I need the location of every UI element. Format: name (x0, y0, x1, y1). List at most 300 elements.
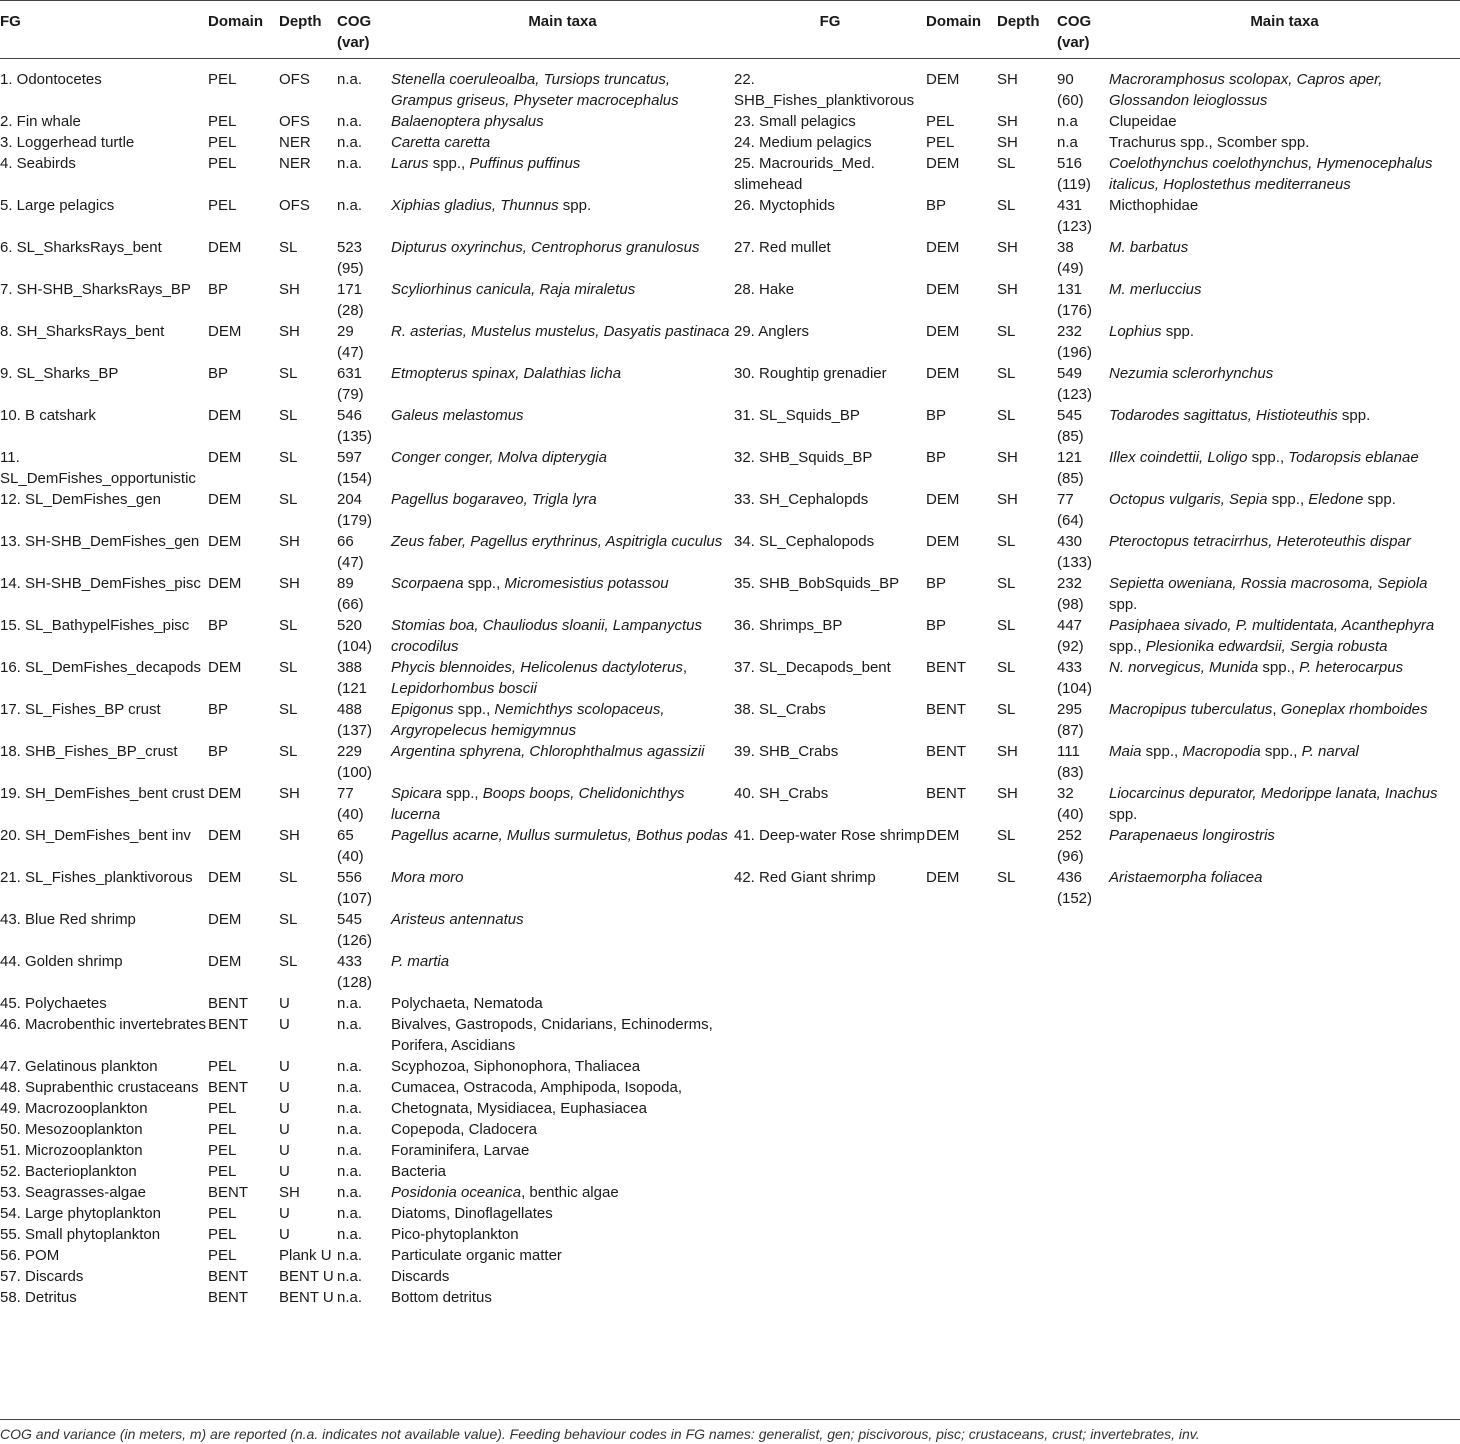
cog-value: n.a. (337, 995, 363, 1012)
cog-value: 65 (337, 827, 354, 844)
depth-cell-l: SL (279, 617, 298, 634)
taxa-cell-l: Mora moro (391, 869, 464, 886)
cog-cell-r (1057, 1119, 1109, 1140)
domain-cell-r: DEM (926, 491, 960, 508)
taxa-cell-l: Copepoda, Cladocera (391, 1121, 537, 1138)
cog-cell-r (1057, 1056, 1109, 1077)
taxa-cell-r: Todarodes sagittatus, Histioteuthis spp. (1109, 407, 1371, 424)
taxa-cell-r: Aristaemorpha foliacea (1109, 869, 1263, 886)
depth-cell-l: SH (279, 827, 300, 844)
taxa-cell-r: M. barbatus (1109, 239, 1189, 256)
fg-cell-r (734, 1287, 926, 1308)
cog-cell-r (1057, 59, 1109, 112)
taxa-cell-r: Macroramphosus scolopax, Capros aper, Glossandon leioglossus (1109, 71, 1383, 109)
cog-variance: (152) (1057, 890, 1093, 907)
domain-cell-l: DEM (208, 785, 242, 802)
cog-cell-l (337, 111, 391, 132)
cog-value: 447 (1057, 617, 1083, 634)
fg-cell-r (734, 1245, 926, 1266)
cog-value: 295 (1057, 701, 1083, 718)
fg-cell-r: 25. Macrourids_Med. slimehead (734, 155, 875, 193)
taxa-cell-l: Diatoms, Dinoflagellates (391, 1205, 553, 1222)
depth-cell-r (997, 1056, 1057, 1077)
taxa-cell-r (1109, 909, 1460, 951)
domain-cell-r: DEM (926, 71, 960, 88)
fg-cell-r: 37. SL_Decapods_bent (734, 659, 891, 676)
fg-cell-l: 19. SH_DemFishes_bent crust (0, 785, 205, 802)
domain-cell-r (926, 993, 997, 1014)
depth-cell-l: SH (279, 281, 300, 298)
cog-cell-l (337, 699, 391, 741)
header-main-taxa: Main taxa (528, 13, 597, 30)
table-row (0, 573, 1460, 615)
domain-cell-r (926, 1287, 997, 1308)
depth-cell-r (997, 1203, 1057, 1224)
cog-cell-r (1057, 1140, 1109, 1161)
cog-variance: (126) (337, 932, 373, 949)
taxa-cell-l: Argentina sphyrena, Chlorophthalmus agassizii (391, 743, 705, 760)
depth-cell-l: U (279, 1142, 290, 1159)
cog-cell-r (1057, 909, 1109, 951)
taxa-cell-r (1109, 1161, 1460, 1182)
cog-cell-r (1057, 1266, 1109, 1287)
domain-cell-l: BENT (208, 1289, 249, 1306)
fg-cell-l: 18. SHB_Fishes_BP_crust (0, 743, 178, 760)
domain-cell-r (926, 1056, 997, 1077)
cog-variance: (154) (337, 470, 373, 487)
cog-variance: (40) (1057, 806, 1084, 823)
fg-cell-l: 15. SL_BathypelFishes_pisc (0, 617, 190, 634)
fg-cell-l: 7. SH-SHB_SharksRays_BP (0, 281, 191, 298)
table-row (0, 1161, 1460, 1182)
depth-cell-r: SL (997, 575, 1016, 592)
depth-cell-l: SL (279, 911, 298, 928)
domain-cell-l: BP (208, 743, 229, 760)
cog-cell-r (1057, 1014, 1109, 1056)
domain-cell-r (926, 909, 997, 951)
cog-value: 433 (1057, 659, 1083, 676)
domain-cell-l: DEM (208, 239, 242, 256)
depth-cell-l: U (279, 1226, 290, 1243)
domain-cell-r (926, 1119, 997, 1140)
cog-cell-r (1057, 489, 1109, 531)
cog-cell-l (337, 363, 391, 405)
cog-cell-l (337, 825, 391, 867)
fg-cell-r: 24. Medium pelagics (734, 134, 872, 151)
fg-cell-l: 17. SL_Fishes_BP crust (0, 701, 161, 718)
header-depth-2: Depth (997, 13, 1040, 30)
domain-cell-l: BENT (208, 1079, 249, 1096)
depth-cell-r: SH (997, 743, 1018, 760)
domain-cell-l: DEM (208, 827, 242, 844)
cog-value: 89 (337, 575, 354, 592)
taxa-cell-r: Sepietta oweniana, Rossia macrosoma, Sepiola spp. (1109, 575, 1428, 613)
domain-cell-l: DEM (208, 869, 242, 886)
cog-cell-l (337, 279, 391, 321)
cog-cell-r (1057, 1161, 1109, 1182)
cog-cell-l (337, 741, 391, 783)
cog-cell-l (337, 615, 391, 657)
cog-variance: (47) (337, 554, 364, 571)
taxa-cell-l: Polychaeta, Nematoda (391, 995, 543, 1012)
domain-cell-l: BENT (208, 1016, 249, 1033)
taxa-cell-l: Larus spp., Puffinus puffinus (391, 155, 581, 172)
fg-cell-r (734, 1203, 926, 1224)
cog-value: 597 (337, 449, 363, 466)
fg-cell-l: 55. Small phytoplankton (0, 1226, 161, 1243)
depth-cell-l: SL (279, 953, 298, 970)
cog-variance: (79) (337, 386, 364, 403)
depth-cell-l: U (279, 1205, 290, 1222)
taxa-cell-r: Maia spp., Macropodia spp., P. narval (1109, 743, 1359, 760)
fg-cell-l: 50. Mesozooplankton (0, 1121, 143, 1138)
cog-variance: (87) (1057, 722, 1084, 739)
fg-cell-r (734, 1140, 926, 1161)
depth-cell-l: U (279, 1121, 290, 1138)
cog-cell-r (1057, 699, 1109, 741)
taxa-cell-r (1109, 1287, 1460, 1308)
depth-cell-l: OFS (279, 71, 310, 88)
fg-cell-r: 31. SL_Squids_BP (734, 407, 860, 424)
cog-cell-r (1057, 237, 1109, 279)
taxa-cell-r (1109, 993, 1460, 1014)
taxa-cell-l: Scorpaena spp., Micromesistius potassou (391, 575, 669, 592)
cog-cell-l (337, 1161, 391, 1182)
cog-value: 90 (1057, 71, 1074, 88)
cog-value: 131 (1057, 281, 1083, 298)
fg-cell-l: 51. Microzooplankton (0, 1142, 143, 1159)
domain-cell-l: DEM (208, 407, 242, 424)
depth-cell-r (997, 1014, 1057, 1056)
cog-value: n.a. (337, 1163, 363, 1180)
cog-variance: (85) (1057, 470, 1084, 487)
domain-cell-r: BENT (926, 743, 967, 760)
depth-cell-r (997, 1119, 1057, 1140)
taxa-cell-r (1109, 1056, 1460, 1077)
cog-cell-l (337, 1077, 391, 1098)
domain-cell-l: DEM (208, 491, 242, 508)
depth-cell-r: SH (997, 281, 1018, 298)
taxa-cell-r (1109, 1245, 1460, 1266)
fg-cell-r (734, 1056, 926, 1077)
domain-cell-l: PEL (208, 1226, 237, 1243)
taxa-cell-r: M. merluccius (1109, 281, 1202, 298)
cog-cell-r (1057, 321, 1109, 363)
cog-variance: (40) (337, 806, 364, 823)
cog-cell-r (1057, 573, 1109, 615)
depth-cell-l: SL (279, 701, 298, 718)
cog-value: 171 (337, 281, 363, 298)
table-body (0, 59, 1460, 1309)
header-fg: FG (0, 13, 21, 30)
cog-variance: (92) (1057, 638, 1084, 655)
cog-variance: (123) (1057, 218, 1093, 235)
table-row (0, 447, 1460, 489)
fg-cell-r: 38. SL_Crabs (734, 701, 826, 718)
fg-cell-r: 23. Small pelagics (734, 113, 856, 130)
cog-value: 38 (1057, 239, 1074, 256)
taxa-cell-l: Chetognata, Mysidiacea, Euphasiacea (391, 1100, 647, 1117)
taxa-cell-r: N. norvegicus, Munida spp., P. heterocarpus (1109, 659, 1404, 676)
cog-cell-l (337, 1119, 391, 1140)
taxa-cell-l: Aristeus antennatus (391, 911, 524, 928)
domain-cell-l: DEM (208, 323, 242, 340)
fg-cell-r (734, 1224, 926, 1245)
fg-cell-l: 45. Polychaetes (0, 995, 107, 1012)
domain-cell-l: BENT (208, 1184, 249, 1201)
cog-value: 232 (1057, 323, 1083, 340)
cog-variance: (176) (1057, 302, 1093, 319)
fg-cell-r (734, 1266, 926, 1287)
cog-cell-r (1057, 657, 1109, 699)
cog-variance: (40) (337, 848, 364, 865)
cog-cell-r (1057, 1182, 1109, 1203)
cog-cell-r (1057, 195, 1109, 237)
cog-value: 111 (1057, 743, 1080, 760)
cog-cell-l (337, 909, 391, 951)
fg-cell-r (734, 1014, 926, 1056)
cog-variance: (64) (1057, 512, 1084, 529)
cog-cell-r (1057, 531, 1109, 573)
fg-cell-r: 34. SL_Cephalopods (734, 533, 875, 550)
fg-cell-r (734, 1161, 926, 1182)
cog-cell-r (1057, 153, 1109, 195)
domain-cell-r: BP (926, 617, 947, 634)
header-depth: Depth (279, 13, 322, 30)
fg-cell-l: 13. SH-SHB_DemFishes_gen (0, 533, 200, 550)
taxa-cell-r: Trachurus spp., Scomber spp. (1109, 134, 1310, 151)
cog-cell-l (337, 321, 391, 363)
taxa-cell-r (1109, 1140, 1460, 1161)
cog-cell-l (337, 59, 391, 112)
cog-value: 29 (337, 323, 354, 340)
cog-cell-l (337, 153, 391, 195)
cog-cell-r (1057, 111, 1109, 132)
cog-value: n.a. (337, 1247, 363, 1264)
header-domain: Domain (208, 13, 264, 30)
domain-cell-r: DEM (926, 827, 960, 844)
table-row (0, 1119, 1460, 1140)
table-row (0, 1077, 1460, 1098)
cog-cell-l (337, 1245, 391, 1266)
cog-value: 32 (1057, 785, 1074, 802)
fg-cell-l: 46. Macrobenthic invertebrates (0, 1016, 206, 1033)
cog-cell-r (1057, 615, 1109, 657)
taxa-cell-r: Parapenaeus longirostris (1109, 827, 1275, 844)
cog-variance: (28) (337, 302, 364, 319)
depth-cell-l: U (279, 1016, 290, 1033)
cog-cell-r (1057, 1077, 1109, 1098)
cog-value: n.a. (337, 1121, 363, 1138)
domain-cell-l: BENT (208, 995, 249, 1012)
fg-cell-r: 39. SHB_Crabs (734, 743, 839, 760)
cog-value: 436 (1057, 869, 1083, 886)
cog-value: 549 (1057, 365, 1083, 382)
fg-cell-l: 1. Odontocetes (0, 71, 102, 88)
cog-cell-r (1057, 783, 1109, 825)
domain-cell-r: DEM (926, 155, 960, 172)
fg-cell-r: 29. Anglers (734, 323, 810, 340)
fg-cell-l: 9. SL_Sharks_BP (0, 365, 119, 382)
cog-value: n.a. (337, 1142, 363, 1159)
table-row (0, 825, 1460, 867)
cog-cell-l (337, 867, 391, 909)
table-row (0, 1245, 1460, 1266)
cog-value: 204 (337, 491, 363, 508)
fg-cell-r (734, 1098, 926, 1119)
table-row (0, 699, 1460, 741)
domain-cell-r (926, 1245, 997, 1266)
taxa-cell-l: Epigonus spp., Nemichthys scolopaceus, Argyropelecus hemigymnus (391, 701, 665, 739)
fg-cell-r: 32. SHB_Squids_BP (734, 449, 873, 466)
domain-cell-r (926, 1161, 997, 1182)
fg-cell-l: 21. SL_Fishes_planktivorous (0, 869, 193, 886)
depth-cell-l: BENT U (279, 1268, 334, 1285)
fg-cell-r: 27. Red mullet (734, 239, 831, 256)
fg-cell-l: 52. Bacterioplankton (0, 1163, 137, 1180)
fg-cell-l: 54. Large phytoplankton (0, 1205, 161, 1222)
domain-cell-l: PEL (208, 197, 237, 214)
cog-variance: (128) (337, 974, 373, 991)
cog-cell-l (337, 447, 391, 489)
taxa-cell-l: Balaenoptera physalus (391, 113, 544, 130)
cog-value: n.a (1057, 113, 1078, 130)
taxa-cell-l: Scyphozoa, Siphonophora, Thaliacea (391, 1058, 641, 1075)
cog-value: 431 (1057, 197, 1083, 214)
taxa-cell-l: Zeus faber, Pagellus erythrinus, Aspitrigla cuculus (391, 533, 723, 550)
cog-variance: (196) (1057, 344, 1093, 361)
cog-cell-l (337, 531, 391, 573)
depth-cell-l: SH (279, 533, 300, 550)
taxa-cell-r (1109, 1266, 1460, 1287)
cog-value: 520 (337, 617, 363, 634)
cog-cell-l (337, 1140, 391, 1161)
cog-value: n.a. (337, 71, 363, 88)
taxa-cell-r: Lophius spp. (1109, 323, 1195, 340)
fg-cell-r: 22. SHB_Fishes_planktivorous (734, 71, 915, 109)
cog-cell-r (1057, 1098, 1109, 1119)
depth-cell-l: OFS (279, 113, 310, 130)
cog-value: n.a. (337, 155, 363, 172)
fg-cell-l: 5. Large pelagics (0, 197, 115, 214)
depth-cell-r (997, 1161, 1057, 1182)
taxa-cell-r (1109, 1014, 1460, 1056)
cog-value: n.a. (337, 1100, 363, 1117)
domain-cell-r: DEM (926, 281, 960, 298)
fg-cell-r: 30. Roughtip grenadier (734, 365, 887, 382)
domain-cell-r (926, 1098, 997, 1119)
domain-cell-l: PEL (208, 113, 237, 130)
domain-cell-r: BP (926, 575, 947, 592)
depth-cell-l: SL (279, 743, 298, 760)
depth-cell-r: SL (997, 827, 1016, 844)
taxa-cell-l: Scyliorhinus canicula, Raja miraletus (391, 281, 636, 298)
fg-cell-l: 43. Blue Red shrimp (0, 911, 136, 928)
depth-cell-r (997, 1140, 1057, 1161)
cog-value: 546 (337, 407, 363, 424)
cog-cell-r (1057, 363, 1109, 405)
fg-cell-l: 48. Suprabenthic crustaceans (0, 1079, 199, 1096)
depth-cell-r: SL (997, 869, 1016, 886)
cog-cell-l (337, 783, 391, 825)
fg-cell-r: 26. Myctophids (734, 197, 835, 214)
cog-variance: (135) (337, 428, 373, 445)
cog-cell-l (337, 1056, 391, 1077)
depth-cell-r: SL (997, 323, 1016, 340)
depth-cell-l: SL (279, 239, 298, 256)
taxa-cell-r: Illex coindettii, Loligo spp., Todaropsis eblanae (1109, 449, 1419, 466)
cog-value: 430 (1057, 533, 1083, 550)
domain-cell-l: PEL (208, 1121, 237, 1138)
cog-value: n.a. (337, 1205, 363, 1222)
depth-cell-r (997, 1077, 1057, 1098)
taxa-cell-r (1109, 1098, 1460, 1119)
domain-cell-r: PEL (926, 134, 955, 151)
domain-cell-r: BP (926, 197, 947, 214)
depth-cell-r: SH (997, 134, 1018, 151)
fg-cell-l: 11. SL_DemFishes_opportunistic (0, 449, 196, 487)
cog-variance: (49) (1057, 260, 1084, 277)
cog-value: n.a. (337, 197, 363, 214)
domain-cell-l: DEM (208, 659, 242, 676)
fg-cell-l: 6. SL_SharksRays_bent (0, 239, 162, 256)
depth-cell-r (997, 993, 1057, 1014)
cog-cell-r (1057, 1203, 1109, 1224)
domain-cell-l: DEM (208, 575, 242, 592)
cog-cell-r (1057, 1287, 1109, 1308)
domain-cell-l: PEL (208, 71, 237, 88)
fg-cell-r (734, 1077, 926, 1098)
table-row (0, 615, 1460, 657)
domain-cell-l: PEL (208, 1205, 237, 1222)
depth-cell-l: SL (279, 659, 298, 676)
cog-cell-l (337, 1287, 391, 1308)
domain-cell-r (926, 1224, 997, 1245)
domain-cell-r (926, 1077, 997, 1098)
depth-cell-r: SH (997, 239, 1018, 256)
cog-cell-r (1057, 993, 1109, 1014)
cog-cell-l (337, 489, 391, 531)
taxa-cell-l: Foraminifera, Larvae (391, 1142, 530, 1159)
cog-value: n.a. (337, 113, 363, 130)
fg-cell-l: 44. Golden shrimp (0, 953, 123, 970)
domain-cell-l: PEL (208, 1247, 237, 1264)
depth-cell-r: SH (997, 449, 1018, 466)
table-row (0, 741, 1460, 783)
cog-variance: (95) (337, 260, 364, 277)
cog-variance: (83) (1057, 764, 1084, 781)
cog-cell-l (337, 951, 391, 993)
table-row (0, 909, 1460, 951)
cog-variance: (179) (337, 512, 373, 529)
taxa-cell-l: Phycis blennoides, Helicolenus dactyloterus, Lepidorhombus boscii (391, 659, 687, 697)
taxa-cell-l: Caretta caretta (391, 134, 491, 151)
cog-cell-r (1057, 279, 1109, 321)
cog-cell-r (1057, 951, 1109, 993)
depth-cell-r (997, 1224, 1057, 1245)
cog-variance: (96) (1057, 848, 1084, 865)
cog-cell-l (337, 1014, 391, 1056)
taxa-cell-l: Etmopterus spinax, Dalathias licha (391, 365, 622, 382)
depth-cell-l: Plank U (279, 1247, 332, 1264)
cog-cell-l (337, 993, 391, 1014)
cog-cell-l (337, 405, 391, 447)
fg-cell-l: 4. Seabirds (0, 155, 76, 172)
cog-value: n.a. (337, 1226, 363, 1243)
cog-value: n.a. (337, 1268, 363, 1285)
cog-cell-l (337, 195, 391, 237)
depth-cell-r: SL (997, 197, 1016, 214)
